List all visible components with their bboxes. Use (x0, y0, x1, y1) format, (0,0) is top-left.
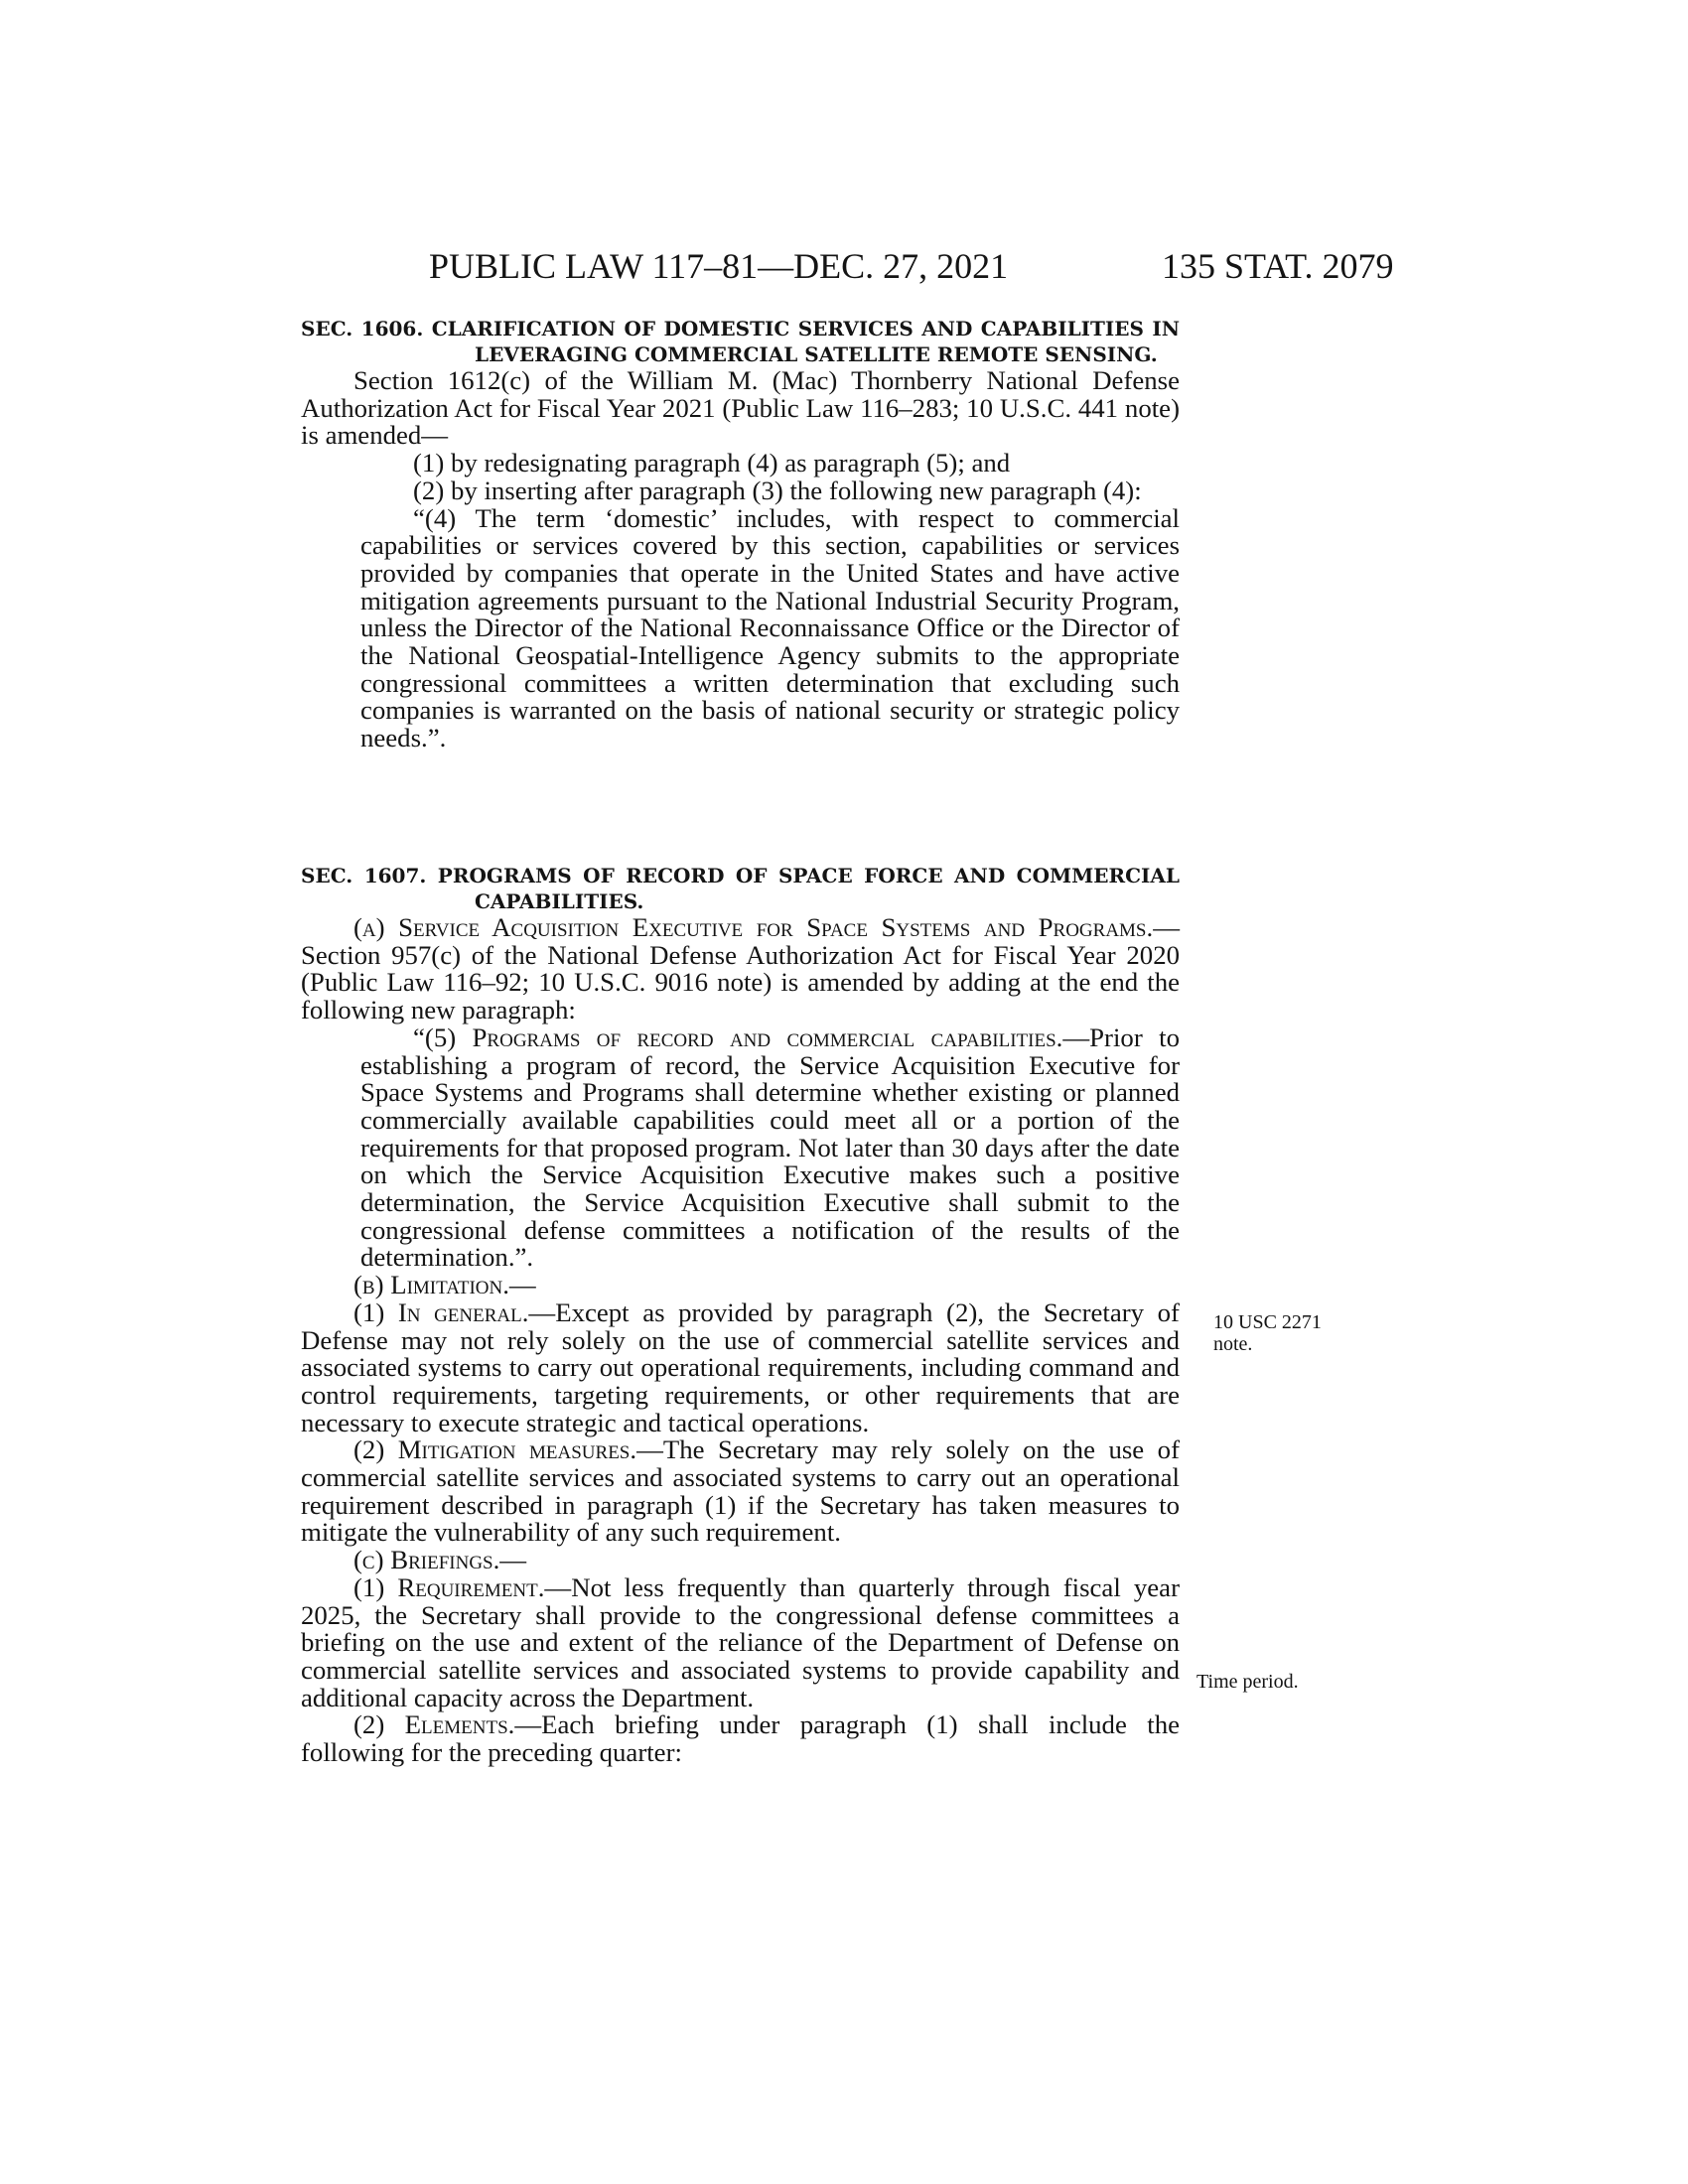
subsection-c-heading: (c) Briefings.— (353, 1545, 527, 1575)
paragraph-b1-text: Except as provided by paragraph (2), the Secretary of Defense may not rely solely on the use of commercial satellite services and associated systems to carry out operational requirements, including command and control requirements, targeting requirements, or other requirements that are necessary to execute strategic and tactical operations. (301, 1297, 1180, 1437)
paragraph-b2-text: The Secretary may rely solely on the use of commercial satellite services and associated systems to carry out an operational requirement described in paragraph (1) if the Secretary has taken measures to mitigate the vulnerability of any such requirement. (301, 1434, 1180, 1548)
sec-1606-quote: “(4) The term ‘domestic’ includes, with respect to commercial capabilities or services covered by this section, capabilities or services provided by companies that operate in the United States and have active mitigation agreements pursuant to the National Industrial Security Program, unless the Director of the National Reconnaissance Office or the Director of the National Geospatial-Intelligence Agency submits to the appropriate congressional committees a written determination that excluding such companies is warranted on the basis of national security or strategic policy needs.”. (360, 502, 1180, 753)
paragraph-c2-heading: (2) Elements.— (353, 1709, 542, 1740)
paragraph-c2-text: Each briefing under paragraph (1) shall include the following for the preceding quarter: (301, 1709, 1180, 1768)
paragraph-c1 (301, 1571, 1181, 1712)
paragraph-b1-heading: (1) In general.— (353, 1297, 556, 1327)
running-header-law: PUBLIC LAW 117–81—DEC. 27, 2021 (429, 246, 1009, 286)
paragraph-5 (301, 1024, 1180, 1272)
paragraph-5-text: Prior to establishing a program of record, the Service Acquisition Executive for Space Systems and Programs shall determine whether existing or planned commercially available capabilities could meet all or a portion of the requirements for that proposed program. Not later than 30 days after the date on which the Service Acquisition Executive makes such a positive determination, the Service Acquisition Executive shall submit to the congressional defense committees a notification of the results of the determination.”. (360, 1022, 1180, 1273)
subsection-a-heading: (a) Service Acquisition Executive for Space Systems and Programs.— (353, 912, 1180, 942)
paragraph-b2 (301, 1436, 1180, 1547)
margin-note-usc: 10 USC 2271 note. (1213, 1311, 1322, 1355)
page-stat-number: 135 STAT. 2079 (1162, 246, 1394, 286)
paragraph-5-heading: “(5) Programs of record and commercial capabilities.— (413, 1022, 1090, 1052)
paragraph-b1 (301, 1299, 1180, 1437)
paragraph-c1-text: Not less frequently than quarterly through fiscal year 2025, the Secretary shall provide to the congressional defense committees a briefing on the use and extent of the reliance of the Department of Defense on commercial satellite services and associated systems to provide capability and additional capacity across the Department. (301, 1571, 1181, 1712)
subsection-a (301, 914, 1180, 1024)
subsection-a-text: Section 957(c) of the National Defense Authorization Act for Fiscal Year 2020 (Public Law 116–92; 10 U.S.C. 9016 note) is amended by adding at the end the following new paragraph: (301, 939, 1180, 1025)
sec-1606-item-2: (2) by inserting after paragraph (3) the following new paragraph (4): (413, 475, 1142, 505)
sec-1606-intro: Section 1612(c) of the William M. (Mac) Thornberry National Defense Authorization Act for Fiscal Year 2021 (Public Law 116–283; 10 U.S.C. 441 note) is amended— (301, 365, 1180, 451)
sec-1607 (301, 863, 1180, 1767)
paragraph-c1-heading: (1) Requirement.— (353, 1571, 572, 1602)
paragraph-c2 (301, 1711, 1180, 1766)
paragraph-b2-heading: (2) Mitigation measures.— (353, 1434, 663, 1465)
sec-1607-title: SEC. 1607. PROGRAMS OF RECORD OF SPACE FORCE AND COMMERCIAL CAPABILITIES. (301, 864, 1180, 913)
margin-note-time-period: Time period. (1196, 1671, 1299, 1693)
sec-1606-item-1: (1) by redesignating paragraph (4) as paragraph (5); and (413, 448, 1011, 478)
sec-1606 (301, 316, 1180, 752)
subsection-b-heading: (b) Limitation.— (353, 1270, 536, 1300)
sec-1606-title: SEC. 1606. CLARIFICATION OF DOMESTIC SERVICES AND CAPABILITIES IN LEVERAGING COMMERCIAL SATELLITE REMOTE SENSING. (301, 317, 1180, 366)
